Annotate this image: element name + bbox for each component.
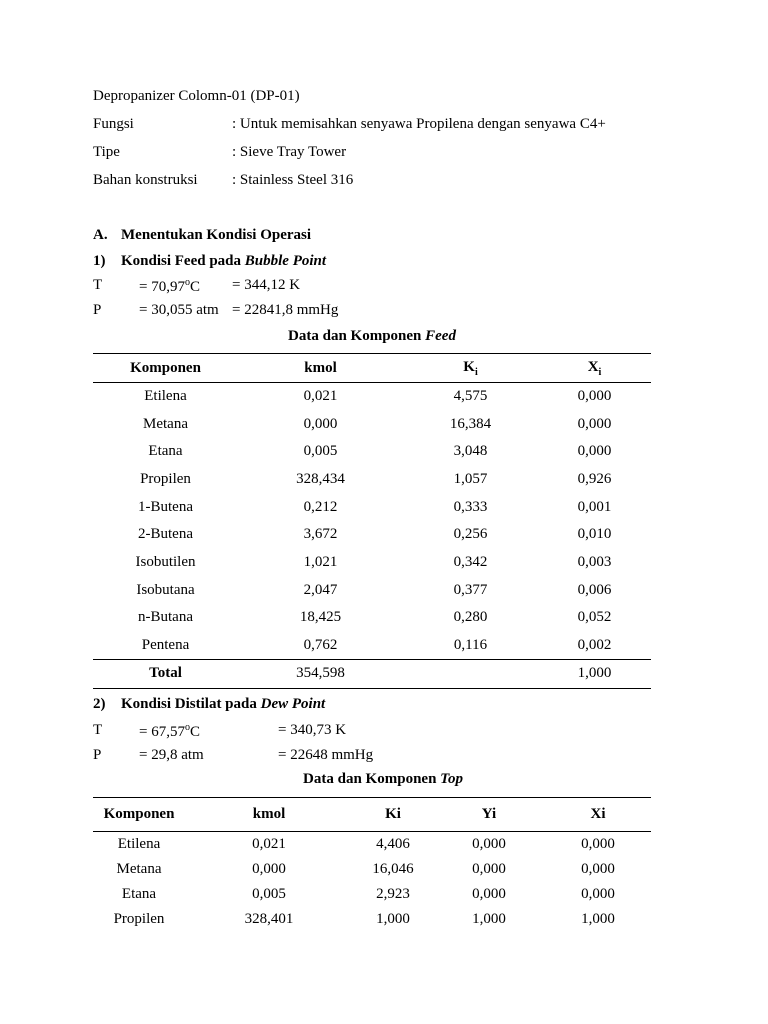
feed-table-cell: 0,280 — [453, 609, 488, 626]
feed-table-row — [93, 604, 651, 632]
distilat-section-number: 2) — [93, 696, 106, 712]
feed-table-cell: 0,003 — [577, 553, 612, 570]
feed-table-cell: 0,000 — [577, 388, 612, 405]
feed-t-kelvin: = 344,12 K — [232, 277, 301, 293]
feed-table-row — [93, 576, 651, 604]
feed-p-atm: = 30,055 atm — [139, 302, 219, 318]
feed-table-cell: 0,006 — [577, 581, 612, 598]
top-table-cell: 0,005 — [252, 885, 286, 902]
feed-table-cell: 18,425 — [299, 609, 342, 626]
tipe-value: : Sieve Tray Tower — [232, 144, 347, 160]
top-table-cell: 0,000 — [472, 860, 506, 877]
bahan-label: Bahan konstruksi — [93, 172, 198, 188]
feed-table-row — [93, 383, 651, 411]
top-table-cell: 4,406 — [376, 835, 410, 852]
section-a-title: Menentukan Kondisi Operasi — [121, 227, 312, 243]
feed-table-cell: 0,000 — [303, 415, 338, 432]
fungsi-value: : Untuk memisahkan senyawa Propilena dengan senyawa C4+ — [232, 116, 606, 132]
top-table-cell: 2,923 — [376, 885, 410, 902]
fungsi-label: Fungsi — [93, 116, 134, 132]
feed-table-cell: Metana — [143, 415, 188, 432]
top-table-cell: Etilena — [117, 835, 161, 852]
distilat-t-kelvin: = 340,73 K — [278, 722, 347, 738]
section-a-number: A. — [93, 227, 108, 243]
feed-header-xi: $X_i$ — [587, 358, 602, 378]
top-table-row — [93, 882, 651, 907]
top-table-cell: 0,021 — [252, 835, 286, 852]
top-table-row — [93, 857, 651, 882]
feed-table-cell: 0,377 — [453, 581, 488, 598]
feed-table-caption: Data dan Komponen Feed — [288, 328, 456, 344]
feed-table-cell: Pentena — [141, 636, 190, 653]
feed-table-cell: Etilena — [144, 388, 187, 405]
top-table-cell: 0,000 — [581, 885, 615, 902]
top-header-ki: Ki — [385, 806, 401, 822]
feed-total-xi: 1,000 — [577, 665, 612, 682]
feed-p-mmhg: = 22841,8 mmHg — [232, 302, 339, 318]
distilat-p-mmhg: = 22648 mmHg — [278, 747, 374, 763]
top-header-kmol: kmol — [252, 806, 286, 822]
top-table-cell: 1,000 — [376, 910, 410, 927]
feed-table-cell: 328,434 — [296, 470, 345, 487]
feed-table-cell: 16,384 — [449, 415, 492, 432]
feed-table-row — [93, 438, 651, 466]
top-table-cell: 0,000 — [472, 885, 506, 902]
tipe-label: Tipe — [93, 144, 120, 160]
feed-total-ki — [403, 659, 538, 688]
feed-header-ki: $K_i$ — [463, 358, 478, 378]
feed-table-cell: 0,010 — [577, 526, 612, 543]
feed-table-row — [93, 493, 651, 521]
top-table-row — [93, 907, 651, 932]
bahan-value: : Stainless Steel 316 — [232, 172, 354, 188]
distilat-section-title: Kondisi Distilat pada Dew Point — [121, 696, 326, 712]
feed-table-row — [93, 521, 651, 549]
top-table-cell: 328,401 — [244, 910, 294, 927]
feed-t-label: T — [93, 277, 103, 293]
feed-table-cell: 3,672 — [303, 526, 338, 543]
feed-table-cell: 4,575 — [453, 388, 488, 405]
distilat-t-celsius: = $67,57^oC$ — [139, 722, 200, 740]
top-table-cell: Propilen — [113, 910, 165, 927]
feed-table-cell: 1,021 — [303, 553, 338, 570]
top-table-cell: 16,046 — [372, 860, 414, 877]
top-table-cell: 1,000 — [581, 910, 615, 927]
feed-table-cell: 1,057 — [453, 470, 488, 487]
distilat-p-label: P — [93, 747, 102, 763]
feed-table-cell: 2,047 — [303, 581, 338, 598]
feed-total-row — [93, 659, 651, 688]
feed-table-cell: 0,212 — [303, 498, 338, 515]
feed-table-cell: 0,342 — [453, 553, 488, 570]
top-table-body — [93, 832, 651, 932]
top-table-cell: 0,000 — [581, 860, 615, 877]
top-table-row — [93, 832, 651, 857]
feed-header-kmol: kmol — [304, 359, 337, 376]
top-table-cell: Etana — [121, 885, 157, 902]
feed-table-cell: 2-Butena — [138, 526, 193, 543]
feed-table-cell: 0,256 — [453, 526, 488, 543]
feed-table-cell: 0,000 — [577, 443, 612, 460]
top-table-cell: 1,000 — [472, 910, 506, 927]
feed-table-cell: n-Butana — [138, 609, 193, 626]
feed-table-row — [93, 410, 651, 438]
feed-table-cell: 3,048 — [453, 443, 488, 460]
feed-table-cell: 0,001 — [577, 498, 612, 515]
top-header-xi: Xi — [590, 806, 606, 822]
top-table-cell: Metana — [116, 860, 162, 877]
top-table-cell: 0,000 — [472, 835, 506, 852]
feed-table-cell: 0,000 — [577, 415, 612, 432]
feed-table-row — [93, 632, 651, 660]
document-title: Depropanizer Colomn-01 (DP-01) — [93, 88, 300, 104]
feed-table-cell: 0,005 — [303, 443, 338, 460]
top-header-yi: Yi — [481, 806, 497, 822]
top-table — [93, 797, 651, 932]
top-header-komponen: Komponen — [103, 806, 175, 822]
feed-table-cell: 0,926 — [577, 470, 612, 487]
top-table-caption: Data dan Komponen Top — [303, 771, 463, 787]
distilat-t-label: T — [93, 722, 103, 738]
feed-table-header-row — [93, 354, 651, 383]
feed-table-cell: 0,116 — [453, 636, 488, 653]
feed-table-row — [93, 549, 651, 577]
feed-p-label: P — [93, 302, 102, 318]
feed-total-label: Total — [149, 665, 182, 682]
feed-table-cell: 0,021 — [303, 388, 338, 405]
feed-total-kmol: 354,598 — [296, 665, 345, 682]
feed-table-cell: Isobutana — [136, 581, 195, 598]
feed-table-cell: 0,333 — [453, 498, 488, 515]
top-table-header-row — [93, 798, 651, 832]
top-table-cell: 0,000 — [252, 860, 286, 877]
feed-table-cell: 0,052 — [577, 609, 612, 626]
distilat-p-atm: = 29,8 atm — [139, 747, 204, 763]
feed-table-cell: 0,762 — [303, 636, 338, 653]
feed-table — [93, 353, 651, 689]
feed-table-cell: 1-Butena — [138, 498, 193, 515]
feed-header-komponen: Komponen — [130, 359, 201, 376]
feed-section-number: 1) — [93, 253, 106, 269]
feed-table-body — [93, 383, 651, 660]
feed-table-row — [93, 466, 651, 494]
feed-section-title: Kondisi Feed pada Bubble Point — [121, 253, 327, 269]
feed-t-celsius: = $70,97^oC$ — [139, 277, 200, 295]
top-table-cell: 0,000 — [581, 835, 615, 852]
feed-table-cell: Propilen — [140, 470, 191, 487]
feed-table-cell: 0,002 — [577, 636, 612, 653]
feed-table-cell: Isobutilen — [135, 553, 196, 570]
feed-table-cell: Etana — [148, 443, 183, 460]
